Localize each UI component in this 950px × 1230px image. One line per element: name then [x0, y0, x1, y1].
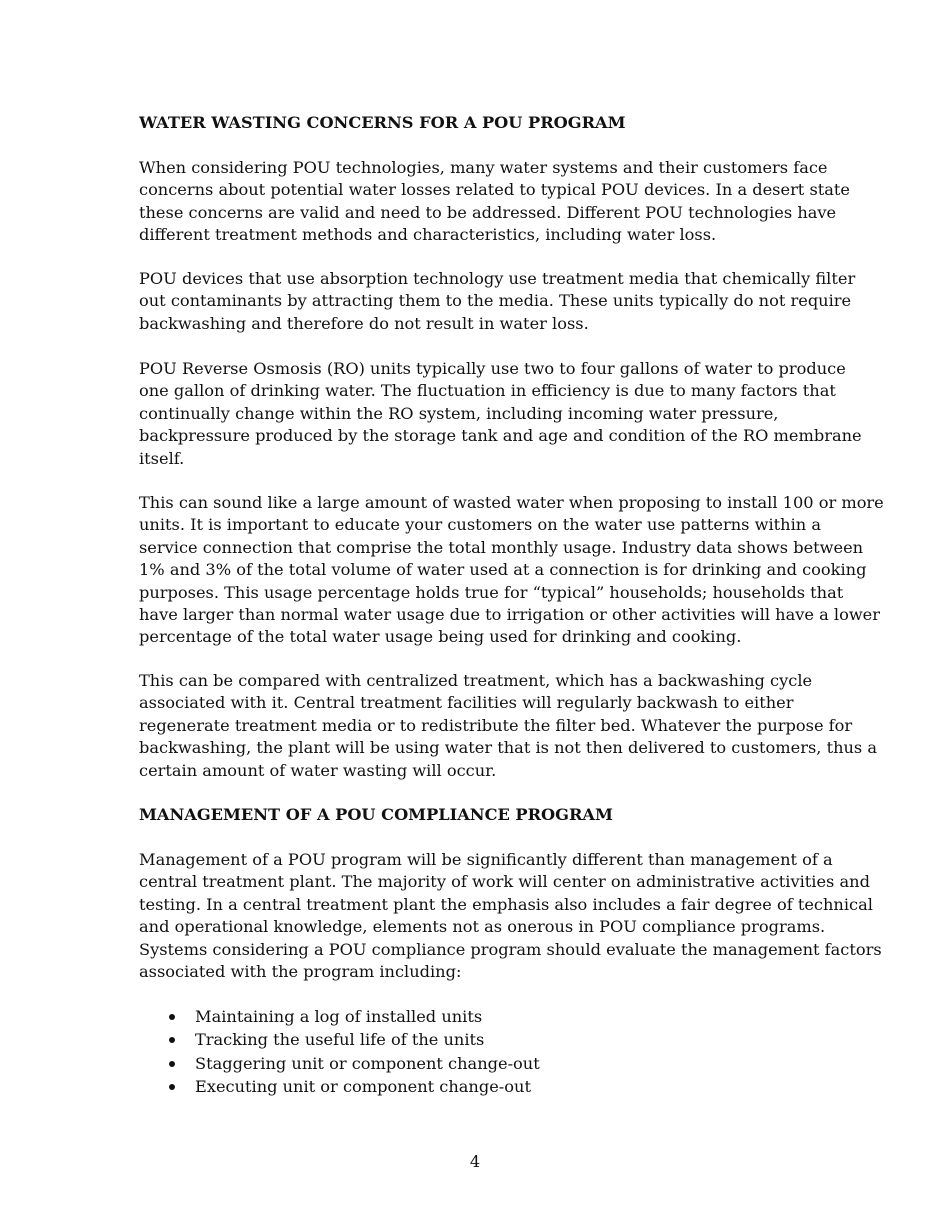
paragraph-absorption — [139, 268, 856, 335]
text-line: percentage of the total water usage being used for drinking and cooking. — [139, 627, 742, 647]
bullet-icon — [169, 1037, 175, 1043]
text-line: backwashing, the plant will be using water that is not then delivered to customers, thus a — [139, 738, 878, 758]
text-line: This can be compared with centralized treatment, which has a backwashing cycle — [139, 671, 813, 690]
bullet-icon — [169, 1084, 175, 1090]
bullet-icon — [169, 1061, 175, 1067]
text-line: these concerns are valid and need to be addressed. Different POU technologies have — [139, 202, 837, 222]
text-line: Management of a POU program will be significantly different than management of a — [139, 850, 833, 869]
text-line: out contaminants by attracting them to the media. These units typically do not require — [139, 291, 852, 311]
paragraph-wasted-water — [139, 492, 884, 649]
text-line: backpressure produced by the storage tank and age and condition of the RO membrane — [139, 426, 862, 446]
list-item-text: Staggering unit or component change-out — [195, 1053, 540, 1073]
text-line: When considering POU technologies, many water systems and their customers face — [139, 158, 828, 177]
text-line: associated with the program including: — [139, 962, 462, 982]
list-item-text: Maintaining a log of installed units — [195, 1007, 483, 1026]
text-line: central treatment plant. The majority of work will center on administrative activities and — [139, 872, 870, 892]
text-line: continually change within the RO system, including incoming water pressure, — [139, 403, 779, 423]
section-heading-water-wasting: WATER WASTING CONCERNS FOR A POU PROGRAM — [139, 113, 626, 132]
text-line: POU Reverse Osmosis (RO) units typically use two to four gallons of water to produce — [139, 359, 846, 378]
text-line: associated with it. Central treatment facilities will regularly backwash to either — [139, 693, 794, 713]
list-item-text: Tracking the useful life of the units — [195, 1030, 485, 1050]
text-line: Systems considering a POU compliance program should evaluate the management factors — [139, 939, 882, 959]
management-factors-list — [139, 1005, 540, 1099]
text-line: POU devices that use absorption technology use treatment media that chemically filter — [139, 269, 856, 288]
text-line: 1% and 3% of the total volume of water used at a connection is for drinking and cooking — [139, 560, 867, 580]
text-line: units. It is important to educate your customers on the water use patterns within a — [139, 515, 821, 535]
page-number: 4 — [469, 1152, 481, 1171]
text-line: This can sound like a large amount of wasted water when proposing to install 100 or more — [139, 493, 884, 512]
text-line: different treatment methods and characteristics, including water loss. — [139, 225, 717, 245]
text-line: have larger than normal water usage due to irrigation or other activities will have a lower — [139, 605, 880, 625]
list-item — [139, 1075, 540, 1098]
paragraph-centralized-treatment — [139, 670, 878, 782]
text-line: one gallon of drinking water. The fluctuation in efficiency is due to many factors that — [139, 381, 836, 401]
section-heading-management: MANAGEMENT OF A POU COMPLIANCE PROGRAM — [139, 805, 613, 824]
text-line: regenerate treatment media or to redistribute the filter bed. Whatever the purpose for — [139, 715, 853, 735]
paragraph-management — [139, 849, 882, 983]
list-item — [139, 1005, 540, 1028]
text-line: concerns about potential water losses related to typical POU devices. In a desert state — [139, 180, 851, 200]
paragraph-pou-concerns — [139, 157, 851, 247]
text-line: certain amount of water wasting will occur. — [139, 760, 497, 780]
text-line: and operational knowledge, elements not as onerous in POU compliance programs. — [139, 917, 826, 937]
text-line: service connection that comprise the total monthly usage. Industry data shows between — [139, 537, 864, 557]
paragraph-reverse-osmosis — [139, 358, 862, 470]
text-line: backwashing and therefore do not result in water loss. — [139, 313, 589, 333]
list-item-text: Executing unit or component change-out — [195, 1077, 531, 1097]
bullet-icon — [169, 1014, 175, 1020]
list-item — [139, 1052, 540, 1075]
list-item — [139, 1028, 540, 1051]
text-line: testing. In a central treatment plant the emphasis also includes a fair degree of technical — [139, 894, 873, 914]
text-line: itself. — [139, 448, 185, 468]
text-line: purposes. This usage percentage holds true for “typical” households; households that — [139, 582, 844, 602]
